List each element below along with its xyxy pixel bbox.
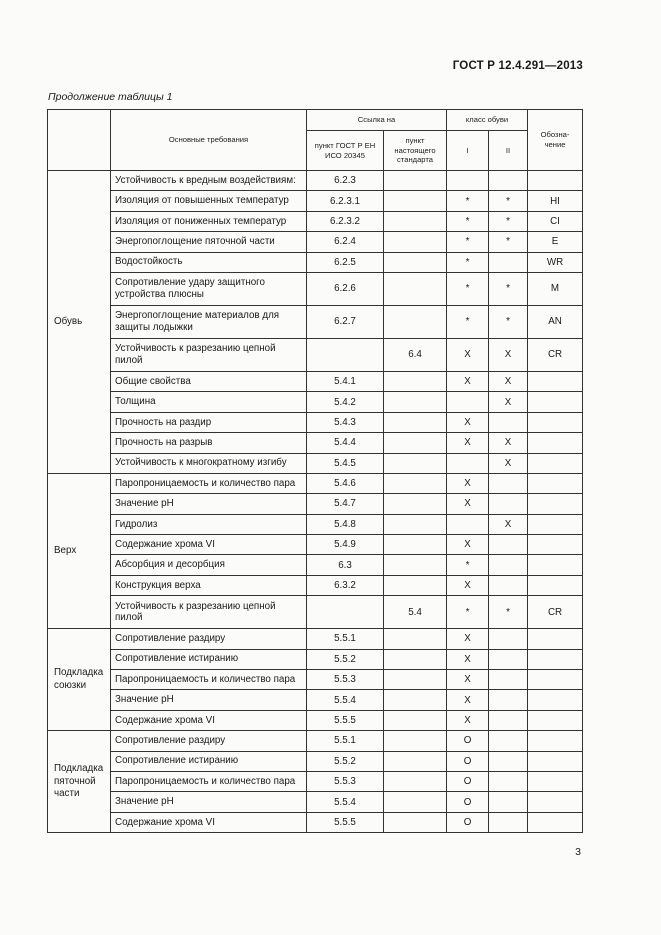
class-2-cell: X xyxy=(489,392,528,412)
class-2-cell xyxy=(489,252,528,272)
requirement-cell: Устойчивость к вредным воздействиям: xyxy=(111,171,307,191)
class-1-cell: X xyxy=(447,535,489,555)
table-row xyxy=(48,371,583,391)
header-designation: Обозна-чение xyxy=(528,110,583,171)
table-row xyxy=(48,305,583,338)
std-ref-cell xyxy=(384,494,447,514)
class-1-cell: X xyxy=(447,494,489,514)
class-1-cell: X xyxy=(447,433,489,453)
designation-cell xyxy=(528,453,583,473)
group-label: Обувь xyxy=(48,171,111,474)
table-row xyxy=(48,596,583,629)
header-requirements: Основные требования xyxy=(111,110,307,171)
class-1-cell: X xyxy=(447,670,489,690)
designation-cell xyxy=(528,171,583,191)
designation-cell xyxy=(528,670,583,690)
std-ref-cell xyxy=(384,191,447,211)
header-class-1: I xyxy=(447,131,489,171)
requirement-cell: Сопротивление раздиру xyxy=(111,731,307,751)
table-row xyxy=(48,211,583,231)
iso-ref-cell: 5.5.4 xyxy=(307,690,384,710)
iso-ref-cell xyxy=(307,338,384,371)
class-2-cell xyxy=(489,535,528,555)
class-2-cell xyxy=(489,494,528,514)
table-row xyxy=(48,272,583,305)
class-1-cell: * xyxy=(447,272,489,305)
iso-ref-cell: 5.5.2 xyxy=(307,649,384,669)
class-2-cell xyxy=(489,710,528,730)
std-ref-cell xyxy=(384,670,447,690)
class-1-cell: O xyxy=(447,731,489,751)
class-1-cell: X xyxy=(447,649,489,669)
header-reference: Ссылка на xyxy=(307,110,447,131)
class-1-cell: O xyxy=(447,751,489,771)
class-1-cell: X xyxy=(447,710,489,730)
requirement-cell: Значение рН xyxy=(111,690,307,710)
class-2-cell xyxy=(489,412,528,432)
std-ref-cell xyxy=(384,473,447,493)
iso-ref-cell: 6.3.2 xyxy=(307,575,384,595)
requirement-cell: Энергопоглощение материалов для защиты лодыжки xyxy=(111,305,307,338)
std-ref-cell xyxy=(384,453,447,473)
std-ref-cell xyxy=(384,171,447,191)
class-2-cell xyxy=(489,555,528,575)
std-ref-cell xyxy=(384,272,447,305)
designation-cell: CI xyxy=(528,211,583,231)
iso-ref-cell: 5.5.2 xyxy=(307,751,384,771)
table-row xyxy=(48,690,583,710)
class-2-cell: X xyxy=(489,514,528,534)
table-row xyxy=(48,792,583,812)
class-1-cell: O xyxy=(447,812,489,832)
class-1-cell: O xyxy=(447,792,489,812)
iso-ref-cell: 6.2.5 xyxy=(307,252,384,272)
table-row xyxy=(48,514,583,534)
designation-cell xyxy=(528,494,583,514)
iso-ref-cell: 5.4.5 xyxy=(307,453,384,473)
std-ref-cell xyxy=(384,211,447,231)
requirement-cell: Водостойкость xyxy=(111,252,307,272)
class-2-cell: * xyxy=(489,272,528,305)
class-1-cell: X xyxy=(447,690,489,710)
std-ref-cell xyxy=(384,252,447,272)
table-row xyxy=(48,453,583,473)
class-1-cell xyxy=(447,453,489,473)
designation-cell xyxy=(528,649,583,669)
class-2-cell xyxy=(489,771,528,791)
table-row xyxy=(48,751,583,771)
group-label: Подкладка пяточной части xyxy=(48,731,111,833)
table-row xyxy=(48,252,583,272)
class-2-cell: * xyxy=(489,305,528,338)
class-2-cell: * xyxy=(489,596,528,629)
class-2-cell xyxy=(489,473,528,493)
designation-cell xyxy=(528,771,583,791)
class-1-cell: * xyxy=(447,596,489,629)
requirement-cell: Изоляция от повышенных температур xyxy=(111,191,307,211)
iso-ref-cell: 6.2.3 xyxy=(307,171,384,191)
iso-ref-cell: 5.4.3 xyxy=(307,412,384,432)
designation-cell xyxy=(528,473,583,493)
class-2-cell: X xyxy=(489,338,528,371)
table-row xyxy=(48,771,583,791)
std-ref-cell xyxy=(384,771,447,791)
std-ref-cell xyxy=(384,392,447,412)
requirement-cell: Паропроницаемость и количество пара xyxy=(111,670,307,690)
requirement-cell: Сопротивление истиранию xyxy=(111,649,307,669)
class-2-cell: X xyxy=(489,433,528,453)
class-1-cell: X xyxy=(447,629,489,649)
std-ref-cell xyxy=(384,412,447,432)
class-2-cell xyxy=(489,812,528,832)
class-1-cell: X xyxy=(447,371,489,391)
header-shoe-class: класс обуви xyxy=(447,110,528,131)
requirement-cell: Общие свойства xyxy=(111,371,307,391)
class-2-cell: X xyxy=(489,453,528,473)
requirement-cell: Значение рН xyxy=(111,494,307,514)
std-ref-cell xyxy=(384,710,447,730)
class-1-cell xyxy=(447,171,489,191)
table-row xyxy=(48,710,583,730)
designation-cell xyxy=(528,433,583,453)
designation-cell: CR xyxy=(528,338,583,371)
table-row xyxy=(48,555,583,575)
header-class-2: II xyxy=(489,131,528,171)
designation-cell xyxy=(528,514,583,534)
class-1-cell: * xyxy=(447,191,489,211)
requirement-cell: Содержание хрома VI xyxy=(111,535,307,555)
class-2-cell xyxy=(489,649,528,669)
requirement-cell: Значение рН xyxy=(111,792,307,812)
designation-cell xyxy=(528,629,583,649)
requirement-cell: Абсорбция и десорбция xyxy=(111,555,307,575)
designation-cell xyxy=(528,731,583,751)
group-label: Верх xyxy=(48,473,111,628)
iso-ref-cell: 6.2.3.1 xyxy=(307,191,384,211)
class-2-cell xyxy=(489,575,528,595)
iso-ref-cell: 5.5.3 xyxy=(307,771,384,791)
header-group-blank xyxy=(48,110,111,171)
iso-ref-cell: 5.5.5 xyxy=(307,710,384,730)
iso-ref-cell: 5.4.4 xyxy=(307,433,384,453)
table-row xyxy=(48,392,583,412)
class-2-cell: * xyxy=(489,211,528,231)
designation-cell xyxy=(528,555,583,575)
table-row xyxy=(48,670,583,690)
designation-cell xyxy=(528,412,583,432)
class-2-cell xyxy=(489,670,528,690)
std-ref-cell: 5.4 xyxy=(384,596,447,629)
designation-cell: WR xyxy=(528,252,583,272)
class-1-cell: X xyxy=(447,473,489,493)
iso-ref-cell: 5.4.2 xyxy=(307,392,384,412)
class-2-cell xyxy=(489,731,528,751)
requirement-cell: Сопротивление раздиру xyxy=(111,629,307,649)
requirement-cell: Сопротивление удару защитного устройства плюсны xyxy=(111,272,307,305)
designation-cell xyxy=(528,751,583,771)
iso-ref-cell: 5.5.5 xyxy=(307,812,384,832)
iso-ref-cell: 5.5.3 xyxy=(307,670,384,690)
table-row xyxy=(48,171,583,191)
class-2-cell: X xyxy=(489,371,528,391)
table-row xyxy=(48,629,583,649)
std-ref-cell xyxy=(384,812,447,832)
std-ref-cell xyxy=(384,629,447,649)
iso-ref-cell xyxy=(307,596,384,629)
header-ref-std: пункт настоящего стандарта xyxy=(384,131,447,171)
class-1-cell: X xyxy=(447,412,489,432)
designation-cell xyxy=(528,392,583,412)
table-row xyxy=(48,812,583,832)
requirement-cell: Энергопоглощение пяточной части xyxy=(111,232,307,252)
iso-ref-cell: 6.2.7 xyxy=(307,305,384,338)
std-ref-cell xyxy=(384,232,447,252)
iso-ref-cell: 5.4.8 xyxy=(307,514,384,534)
iso-ref-cell: 5.5.4 xyxy=(307,792,384,812)
class-1-cell: * xyxy=(447,232,489,252)
class-1-cell: * xyxy=(447,211,489,231)
class-1-cell: * xyxy=(447,252,489,272)
document-code: ГОСТ Р 12.4.291—2013 xyxy=(452,60,583,72)
group-label: Подкладка союзки xyxy=(48,629,111,731)
table-row xyxy=(48,191,583,211)
table-row xyxy=(48,433,583,453)
class-1-cell: X xyxy=(447,338,489,371)
requirement-cell: Прочность на раздир xyxy=(111,412,307,432)
designation-cell: AN xyxy=(528,305,583,338)
class-1-cell: X xyxy=(447,575,489,595)
designation-cell: HI xyxy=(528,191,583,211)
table-row xyxy=(48,412,583,432)
std-ref-cell xyxy=(384,514,447,534)
header-ref-iso: пункт ГОСТ Р ЕН ИСО 20345 xyxy=(307,131,384,171)
iso-ref-cell: 6.2.3.2 xyxy=(307,211,384,231)
table-row xyxy=(48,473,583,493)
designation-cell xyxy=(528,710,583,730)
class-2-cell: * xyxy=(489,232,528,252)
designation-cell xyxy=(528,812,583,832)
table-row xyxy=(48,232,583,252)
table-row xyxy=(48,494,583,514)
iso-ref-cell: 6.2.6 xyxy=(307,272,384,305)
std-ref-cell xyxy=(384,535,447,555)
table-row xyxy=(48,535,583,555)
std-ref-cell xyxy=(384,555,447,575)
designation-cell xyxy=(528,371,583,391)
designation-cell: E xyxy=(528,232,583,252)
requirement-cell: Сопротивление истиранию xyxy=(111,751,307,771)
requirements-table xyxy=(47,109,583,833)
requirement-cell: Конструкция верха xyxy=(111,575,307,595)
table-caption: Продолжение таблицы 1 xyxy=(48,91,173,103)
table-row xyxy=(48,575,583,595)
class-2-cell xyxy=(489,629,528,649)
std-ref-cell xyxy=(384,690,447,710)
requirement-cell: Паропроницаемость и количество пара xyxy=(111,771,307,791)
requirement-cell: Паропроницаемость и количество пара xyxy=(111,473,307,493)
class-2-cell xyxy=(489,171,528,191)
class-1-cell: * xyxy=(447,305,489,338)
page-number: 3 xyxy=(575,846,581,858)
table-row xyxy=(48,338,583,371)
class-2-cell xyxy=(489,792,528,812)
iso-ref-cell: 5.4.9 xyxy=(307,535,384,555)
designation-cell: CR xyxy=(528,596,583,629)
iso-ref-cell: 6.2.4 xyxy=(307,232,384,252)
class-2-cell: * xyxy=(489,191,528,211)
requirement-cell: Устойчивость к многократному изгибу xyxy=(111,453,307,473)
iso-ref-cell: 5.4.1 xyxy=(307,371,384,391)
class-1-cell xyxy=(447,392,489,412)
designation-cell: M xyxy=(528,272,583,305)
std-ref-cell xyxy=(384,575,447,595)
std-ref-cell xyxy=(384,649,447,669)
requirement-cell: Изоляция от пониженных температур xyxy=(111,211,307,231)
std-ref-cell xyxy=(384,792,447,812)
std-ref-cell: 6.4 xyxy=(384,338,447,371)
requirement-cell: Содержание хрома VI xyxy=(111,812,307,832)
requirement-cell: Содержание хрома VI xyxy=(111,710,307,730)
class-2-cell xyxy=(489,751,528,771)
requirement-cell: Толщина xyxy=(111,392,307,412)
requirement-cell: Гидролиз xyxy=(111,514,307,534)
std-ref-cell xyxy=(384,305,447,338)
class-2-cell xyxy=(489,690,528,710)
requirement-cell: Устойчивость к разрезанию цепной пилой xyxy=(111,338,307,371)
designation-cell xyxy=(528,792,583,812)
std-ref-cell xyxy=(384,433,447,453)
table-body xyxy=(48,171,583,833)
table-row xyxy=(48,649,583,669)
iso-ref-cell: 5.4.6 xyxy=(307,473,384,493)
iso-ref-cell: 6.3 xyxy=(307,555,384,575)
designation-cell xyxy=(528,575,583,595)
requirement-cell: Прочность на разрыв xyxy=(111,433,307,453)
std-ref-cell xyxy=(384,731,447,751)
designation-cell xyxy=(528,535,583,555)
iso-ref-cell: 5.5.1 xyxy=(307,629,384,649)
std-ref-cell xyxy=(384,371,447,391)
table-row xyxy=(48,731,583,751)
iso-ref-cell: 5.5.1 xyxy=(307,731,384,751)
iso-ref-cell: 5.4.7 xyxy=(307,494,384,514)
class-1-cell xyxy=(447,514,489,534)
std-ref-cell xyxy=(384,751,447,771)
designation-cell xyxy=(528,690,583,710)
class-1-cell: O xyxy=(447,771,489,791)
requirement-cell: Устойчивость к разрезанию цепной пилой xyxy=(111,596,307,629)
class-1-cell: * xyxy=(447,555,489,575)
